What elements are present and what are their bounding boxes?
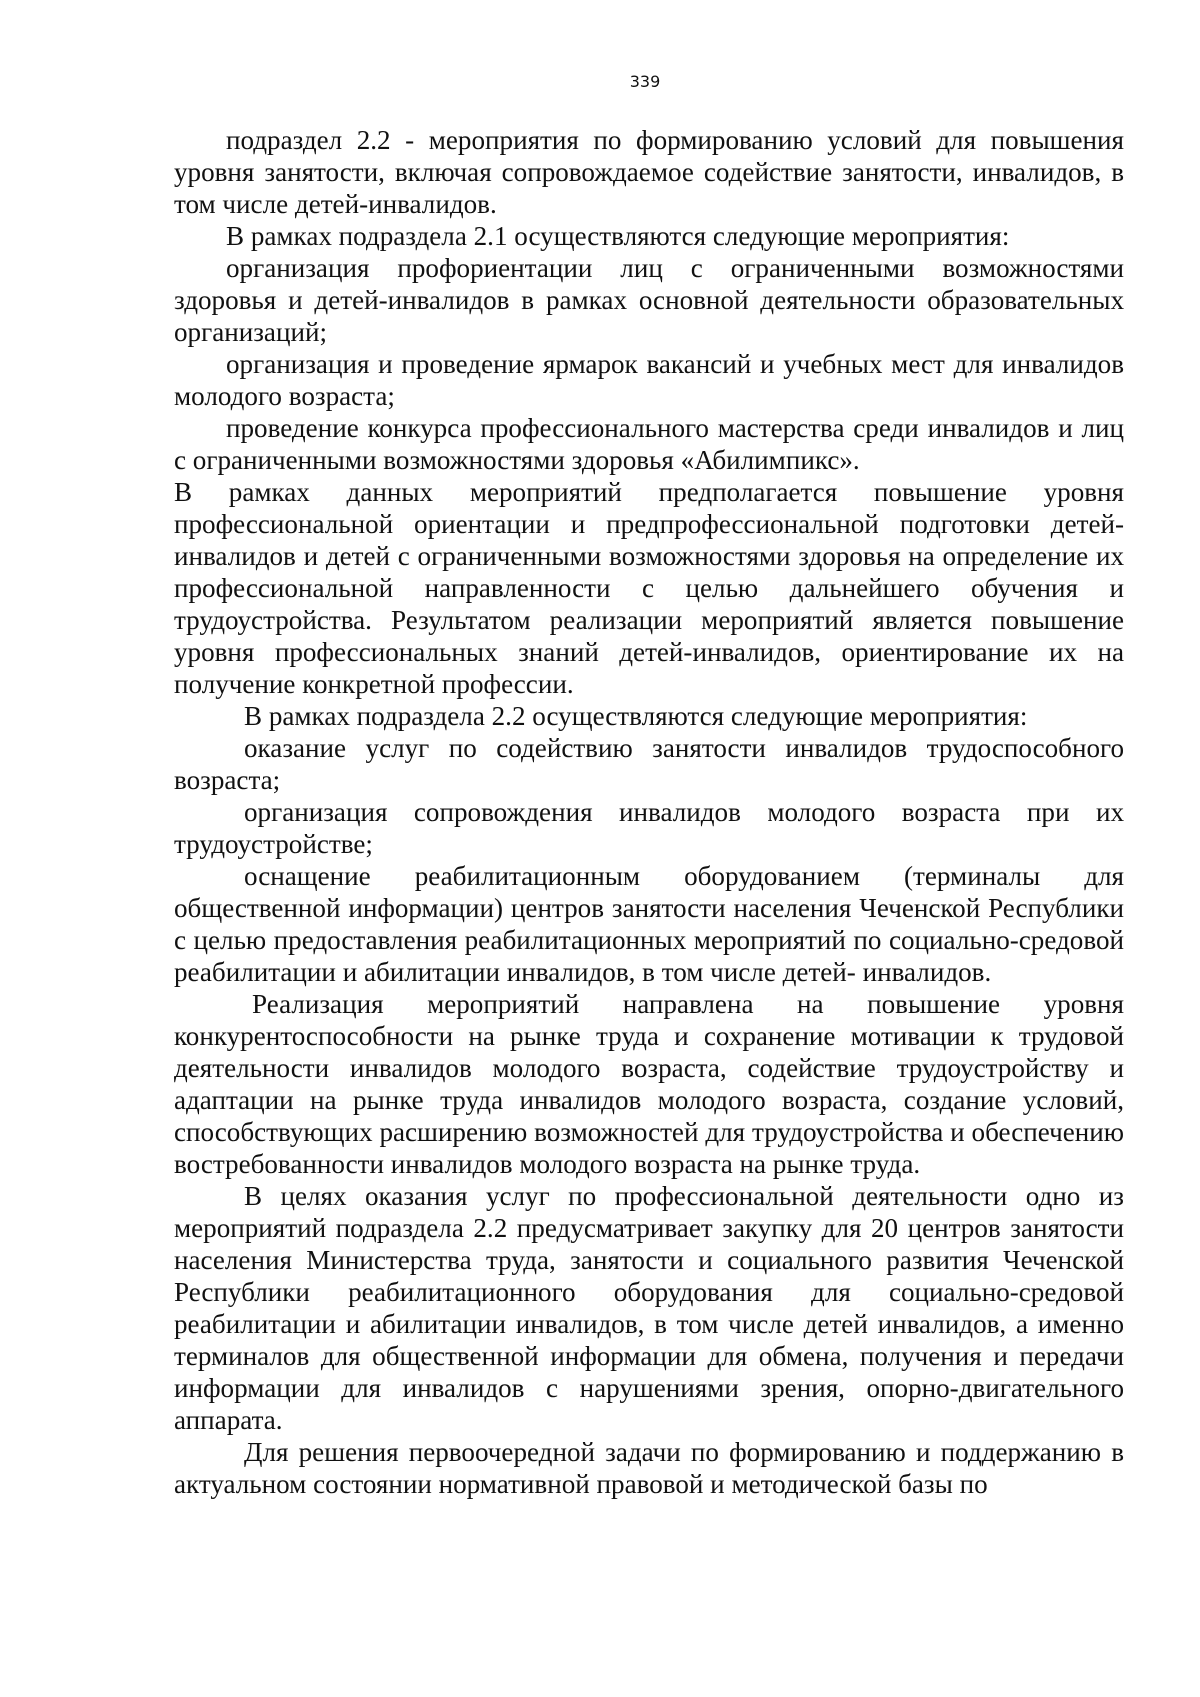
paragraph: В целях оказания услуг по профессиональной деятельности одно из мероприятий подраздела 2.2 предусматривает закупку для 20 центров занятости населения Министерства труда, занятости и социального развития Чеченской Республики реабилитационного оборудования для социально-средовой реабилитации и абилитации инвалидов, в том числе детей инвалидов, а именно терминалов для общественной информации для обмена, получения и передачи информации для инвалидов с нарушениями зрения, опорно-двигательного аппарата.	[174, 1181, 1124, 1435]
page-number: 339	[629, 72, 661, 91]
paragraph: оказание услуг по содействию занятости инвалидов трудоспособного возраста;	[174, 733, 1124, 795]
paragraph: Для решения первоочередной задачи по формированию и поддержанию в актуальном состоянии нормативной правовой и методической базы по	[174, 1437, 1124, 1499]
paragraph: Реализация мероприятий направлена на повышение уровня конкурентоспособности на рынке труда и сохранение мотивации к трудовой деятельности инвалидов молодого возраста, содействие трудоустройству и адаптации на рынке труда инвалидов молодого возраста, создание условий, способствующих расширению возможностей для трудоустройства и обеспечению востребованности инвалидов молодого возраста на рынке труда.	[174, 989, 1124, 1179]
paragraph: организация сопровождения инвалидов молодого возраста при их трудоустройстве;	[174, 797, 1124, 859]
paragraph: оснащение реабилитационным оборудованием (терминалы для общественной информации) центров занятости населения Чеченской Республики с целью предоставления реабилитационных мероприятий по социально-средовой реабилитации и абилитации инвалидов, в том числе детей- инвалидов.	[174, 861, 1124, 987]
paragraph: В рамках подраздела 2.1 осуществляются следующие мероприятия:	[226, 221, 1010, 251]
paragraph: организация и проведение ярмарок вакансий и учебных мест для инвалидов молодого возраста;	[174, 349, 1124, 411]
paragraph: проведение конкурса профессионального мастерства среди инвалидов и лиц с ограниченными возможностями здоровья «Абилимпикс».	[174, 413, 1124, 475]
paragraph: подраздел 2.2 - мероприятия по формированию условий для повышения уровня занятости, включая сопровождаемое содействие занятости, инвалидов, в том числе детей-инвалидов.	[174, 125, 1124, 219]
paragraph: В рамках данных мероприятий предполагается повышение уровня профессиональной ориентации и предпрофессиональной подготовки детей-инвалидов и детей с ограниченными возможностями здоровья на определение их профессиональной направленности с целью дальнейшего обучения и трудоустройства. Результатом реализации мероприятий является повышение уровня профессиональных знаний детей-инвалидов, ориентирование их на получение конкретной профессии.	[174, 477, 1124, 699]
paragraph: организация профориентации лиц с ограниченными возможностями здоровья и детей-инвалидов в рамках основной деятельности образовательных организаций;	[174, 253, 1124, 347]
body-text	[174, 124, 1124, 1500]
paragraph: В рамках подраздела 2.2 осуществляются следующие мероприятия:	[244, 701, 1028, 731]
